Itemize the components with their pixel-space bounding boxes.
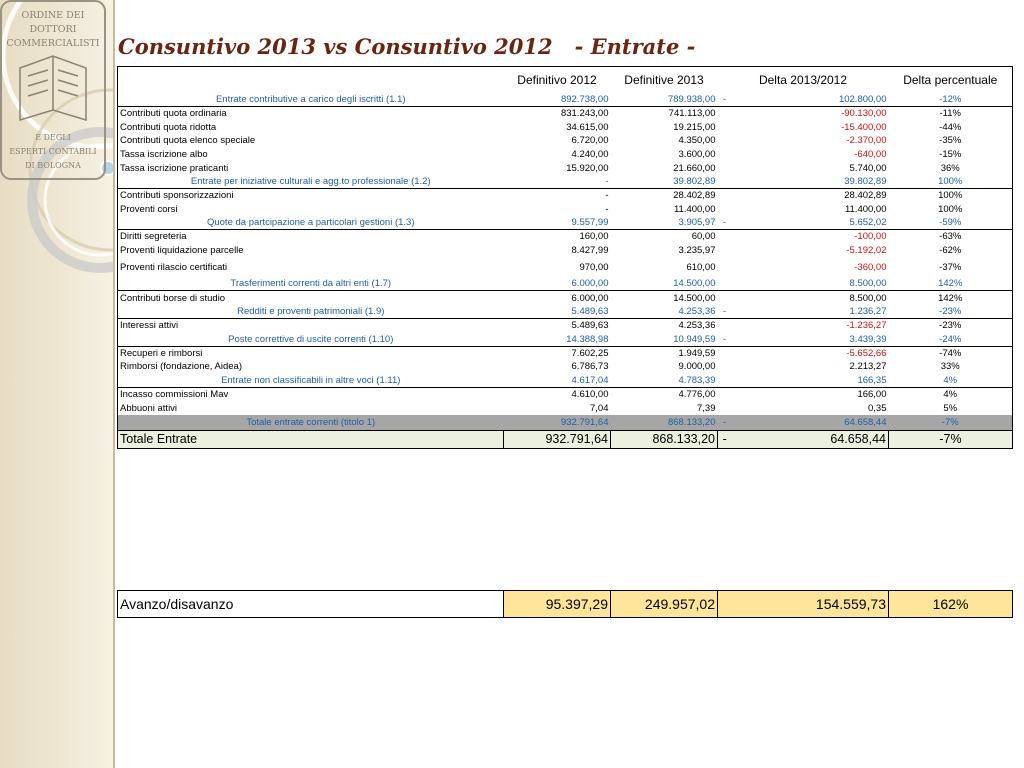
row-label: Contributi borse di studio [120, 292, 226, 304]
delta-sign [718, 277, 732, 291]
delta-sign: - [718, 216, 732, 230]
row-label: Entrate non classificabili in altre voci (1.11) [118, 374, 504, 388]
delta-sign: - [718, 305, 732, 319]
value-2013: 21.660,00 [673, 162, 716, 174]
delta-sign [718, 188, 732, 202]
value-2013: 39.802,89 [611, 175, 718, 189]
value-2013: 741.113,00 [668, 108, 716, 120]
value-delta: 8.500,00 [849, 292, 887, 304]
value-2012: 892.738,00 [504, 93, 611, 107]
value-delta: -15.400,00 [841, 121, 887, 133]
value-pct: 100% [889, 175, 1013, 189]
value-delta: 5.740,00 [849, 162, 887, 174]
value-delta: -360,00 [854, 261, 887, 273]
delta-sign [718, 360, 732, 374]
svg-text:E DEGLI: E DEGLI [35, 133, 71, 142]
titolo-row [118, 415, 1013, 431]
row-label: Rimborsi (fondazione, Aidea) [120, 361, 242, 373]
value-delta: -100,00 [854, 231, 887, 243]
value-delta: 39.802,89 [732, 175, 889, 189]
value-pct: 5% [943, 402, 958, 414]
value-2012: 160,00 [579, 231, 609, 243]
value-pct: -59% [889, 216, 1013, 230]
table-row [118, 346, 1013, 360]
value-2013: 1.949,59 [678, 347, 716, 359]
value-pct: 142% [938, 292, 963, 304]
section-row [118, 93, 1013, 107]
value-2012: 932.791,64 [504, 430, 611, 448]
table-row [118, 161, 1013, 175]
value-pct: -37% [939, 261, 962, 273]
value-pct: -44% [939, 121, 962, 133]
avanzo-pct: 162% [889, 591, 1013, 618]
row-label: Diritti segreteria [120, 231, 187, 243]
header-delta: Delta 2013/2012 [758, 73, 848, 87]
delta-sign [718, 175, 732, 189]
value-delta: 11.400,00 [844, 203, 887, 215]
value-2013: 14.500,00 [611, 277, 718, 291]
row-label: Proventi corsi [120, 203, 178, 215]
row-label: Proventi rilascio certificati [120, 261, 228, 273]
value-delta: -5.192,02 [846, 245, 887, 257]
row-label: Entrate contributive a carico degli iscritti (1.1) [118, 93, 504, 107]
delta-sign [718, 134, 732, 148]
section-row [118, 216, 1013, 230]
entrate-table [117, 66, 1013, 449]
row-label: Contributi sponsorizzazioni [120, 190, 234, 202]
value-2012: 7.602,25 [571, 347, 609, 359]
row-label: Quote da partcipazione a particolari gestioni (1.3) [118, 216, 504, 230]
value-pct: -63% [939, 231, 962, 243]
value-2013: 11.400,00 [673, 203, 716, 215]
value-2012: 4.617,04 [504, 374, 611, 388]
value-2012: 7,04 [590, 402, 609, 414]
value-delta: -2.370,00 [846, 135, 887, 147]
delta-sign [718, 318, 732, 332]
sidebar-decoration [0, 0, 115, 768]
row-label: Totale Entrate [118, 430, 504, 448]
table-row [118, 148, 1013, 162]
row-label: Recuperi e rimborsi [120, 347, 203, 359]
row-label: Totale entrate correnti (titolo 1) [118, 415, 504, 431]
svg-text:ESPERTI CONTABILI: ESPERTI CONTABILI [9, 147, 97, 156]
value-2012: 34.615,00 [566, 121, 609, 133]
delta-sign: - [718, 415, 732, 431]
header-definitivo-2012: Definitivo 2012 [517, 73, 597, 87]
value-2012: 15.920,00 [566, 162, 609, 174]
value-2013: 4.350,00 [678, 135, 716, 147]
delta-sign [718, 244, 732, 258]
section-row [118, 333, 1013, 347]
avanzo-row [118, 591, 1013, 618]
row-label: Contributi quota elenco speciale [120, 135, 256, 147]
value-delta: 8.500,00 [732, 277, 889, 291]
svg-text:DI BOLOGNA: DI BOLOGNA [25, 161, 81, 170]
value-pct: -15% [939, 149, 962, 161]
table-row [118, 134, 1013, 148]
value-2013: 3.905,97 [611, 216, 718, 230]
value-delta: -90.130,00 [841, 108, 887, 120]
table-row [118, 230, 1013, 244]
header-delta-percentuale: Delta percentuale [903, 73, 998, 87]
table-row [118, 188, 1013, 202]
value-2012: 6.000,00 [504, 277, 611, 291]
value-2012: 14.388,98 [504, 333, 611, 347]
value-2012: 9.557,99 [504, 216, 611, 230]
value-pct: -7% [889, 430, 1013, 448]
value-delta: 166,00 [857, 389, 887, 401]
value-delta: -640,00 [854, 149, 887, 161]
delta-sign [718, 374, 732, 388]
value-delta: 166,35 [732, 374, 889, 388]
value-pct: 100% [938, 190, 963, 202]
svg-text:DOTTORI: DOTTORI [29, 24, 77, 35]
delta-sign: - [718, 333, 732, 347]
value-2013: 7,39 [697, 402, 716, 414]
delta-sign [718, 161, 732, 175]
value-pct: -62% [939, 245, 962, 257]
value-delta: 3.439,39 [732, 333, 889, 347]
value-2013: 868.133,20 [611, 415, 718, 431]
section-row [118, 277, 1013, 291]
value-2013: 60,00 [691, 231, 716, 243]
value-2013: 28.402,89 [673, 190, 716, 202]
value-pct: -11% [939, 108, 961, 120]
avanzo-delta: 154.559,73 [718, 591, 889, 618]
table-row [118, 244, 1013, 258]
table-row [118, 318, 1013, 332]
row-label: Incasso commissioni Mav [120, 389, 229, 401]
delta-sign [718, 401, 732, 415]
value-2013: 14.500,00 [673, 292, 716, 304]
delta-sign [718, 148, 732, 162]
delta-sign: - [718, 430, 732, 448]
value-2013: 4.783,39 [611, 374, 718, 388]
table-row [118, 291, 1013, 305]
delta-sign [718, 291, 732, 305]
value-2012: 970,00 [579, 261, 609, 273]
header-definitive-2013: Definitive 2013 [624, 73, 704, 87]
value-2012: 6.786,73 [571, 361, 609, 373]
value-pct: -23% [889, 305, 1013, 319]
table-row [118, 387, 1013, 401]
delta-sign [718, 121, 732, 135]
row-label: Tassa iscrizione albo [120, 149, 208, 161]
table-row [118, 203, 1013, 217]
delta-sign [718, 257, 732, 277]
section-row [118, 374, 1013, 388]
value-2012: 8.427,99 [571, 245, 609, 257]
value-2012: - [504, 175, 611, 189]
value-2013: 3.600,00 [678, 149, 716, 161]
value-delta: 2.213,27 [849, 361, 887, 373]
row-label: Entrate per iniziative culturali e agg.to professionale (1.2) [118, 175, 504, 189]
value-2012: 932.791,64 [504, 415, 611, 431]
delta-sign: - [718, 93, 732, 107]
row-label: Contributi quota ordinaria [120, 108, 227, 120]
header-blank [118, 67, 504, 94]
value-delta: 0,35 [868, 402, 887, 414]
value-2012: 4.610,00 [571, 389, 609, 401]
entrate-table-body [118, 67, 1013, 449]
avanzo-label: Avanzo/disavanzo [118, 591, 504, 618]
page-title: Consuntivo 2013 vs Consuntivo 2012 - Entrate - [118, 34, 696, 59]
value-pct: -23% [939, 320, 962, 332]
value-2013: 4.253,36 [678, 320, 716, 332]
table-row [118, 360, 1013, 374]
section-row [118, 305, 1013, 319]
table-row [118, 107, 1013, 121]
value-2013: 610,00 [686, 261, 716, 273]
value-2012: 5.489,63 [571, 320, 609, 332]
value-pct: -12% [889, 93, 1013, 107]
value-2012: - [605, 203, 609, 215]
value-2013: 9.000,00 [678, 361, 716, 373]
value-pct: 4% [889, 374, 1013, 388]
value-2012: 4.240,00 [571, 149, 609, 161]
row-label: Tassa iscrizione praticanti [120, 162, 229, 174]
value-pct: -24% [889, 333, 1013, 347]
row-label: Poste correttive di uscite correnti (1.10) [118, 333, 504, 347]
value-delta: 64.658,44 [732, 415, 889, 431]
value-pct: -7% [889, 415, 1013, 431]
value-delta: 5.652,02 [732, 216, 889, 230]
delta-sign [718, 230, 732, 244]
delta-sign [718, 346, 732, 360]
value-pct: 4% [943, 389, 958, 401]
svg-text:COMMERCIALISTI: COMMERCIALISTI [6, 38, 100, 49]
value-2013: 10.949,59 [611, 333, 718, 347]
row-label: Redditi e proventi patrimoniali (1.9) [118, 305, 504, 319]
value-pct: 142% [889, 277, 1013, 291]
value-2013: 868.133,20 [611, 430, 718, 448]
value-2012: - [605, 190, 609, 202]
value-2013: 19.215,00 [673, 121, 716, 133]
avanzo-table [117, 590, 1013, 618]
section-row [118, 175, 1013, 189]
ordine-logo [0, 0, 106, 180]
value-pct: -74% [939, 347, 962, 359]
value-2013: 4.776,00 [678, 389, 716, 401]
delta-sign [718, 387, 732, 401]
value-pct: 33% [940, 361, 960, 373]
row-label: Proventi liquidazione parcelle [120, 245, 244, 257]
value-delta: -1.236,27 [846, 320, 887, 332]
value-delta: 64.658,44 [732, 430, 889, 448]
value-2012: 5.489,63 [504, 305, 611, 319]
avanzo-2012: 95.397,29 [504, 591, 611, 618]
value-2012: 6.000,00 [571, 292, 609, 304]
row-label: Contributi quota ridotta [120, 121, 217, 133]
value-pct: 36% [940, 162, 960, 174]
value-pct: -35% [939, 135, 962, 147]
value-pct: 100% [938, 203, 963, 215]
delta-sign [718, 107, 732, 121]
row-label: Interessi attivi [120, 320, 179, 332]
value-2013: 4.253,36 [611, 305, 718, 319]
value-2012: 6.720,00 [571, 135, 609, 147]
row-label: Abbuoni attivi [120, 402, 178, 414]
totale-row [118, 430, 1013, 448]
value-delta: 28.402,89 [844, 190, 887, 202]
avanzo-2013: 249.957,02 [611, 591, 718, 618]
table-row [118, 401, 1013, 415]
value-delta: 102.800,00 [732, 93, 889, 107]
value-delta: -5.652,66 [846, 347, 887, 359]
value-2012: 831.243,00 [560, 108, 609, 120]
svg-text:ORDINE DEI: ORDINE DEI [21, 10, 85, 21]
table-row [118, 121, 1013, 135]
table-row [118, 257, 1013, 277]
value-2013: 3.235,97 [678, 245, 716, 257]
table-header-row [118, 67, 1013, 94]
delta-sign [718, 203, 732, 217]
value-delta: 1.236,27 [732, 305, 889, 319]
row-label: Trasferimenti correnti da altri enti (1.7) [118, 277, 504, 291]
value-2013: 789.938,00 [611, 93, 718, 107]
